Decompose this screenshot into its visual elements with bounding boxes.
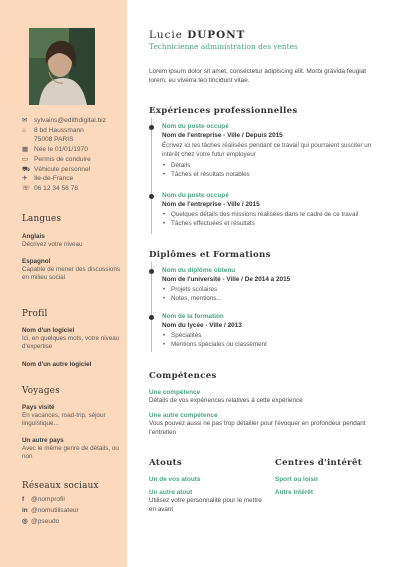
social-instagram[interactable]: ◎ @pseudo	[22, 518, 60, 525]
timeline-dot	[149, 194, 154, 199]
diplome-bullets: • Projets scolaires • Notes, mentions...	[162, 285, 384, 303]
car-icon: ⛟	[22, 165, 31, 173]
social-linkedin[interactable]: in @nomutilisateur	[22, 507, 79, 514]
atout-item: Un autre atout Utilisez votre personnalité pour le mettre en avant	[149, 489, 262, 513]
sidebar	[0, 0, 127, 567]
plane-icon: ✈	[22, 175, 28, 183]
diplome-item: Nom de la formation Nom du lycée - Ville / 2013 • Spécialités • Mentions spéciales ou classement	[162, 312, 384, 349]
voyage-item: Pays visité En vacances, road-trip, séjour linguistique...	[22, 404, 106, 428]
langue-item: Anglais Décrivez votre niveau	[22, 233, 83, 248]
phone-icon: ☏	[22, 184, 30, 192]
person-name: Lucie DUPONT	[149, 29, 246, 41]
contact-address: ⌂ 8 bd Haussmann 75008 PARIS	[22, 126, 84, 144]
diplome-bullets: • Spécialités • Mentions spéciales ou classement	[162, 331, 384, 349]
contact-vehicle: ⛟ Véhicule personnel	[22, 165, 91, 173]
social-list	[22, 494, 122, 527]
experience-bullets: • Quelques détails des missions réalisées dans le cadre de ce travail • Tâches effectuées et résultats	[162, 210, 384, 228]
profil-title: Profil	[22, 309, 48, 319]
instagram-icon: ◎	[22, 518, 28, 525]
job-title: Technicienne administration des ventes	[149, 42, 298, 51]
profil-item: Nom d'un logiciel Ici, en quelques mots, votre niveau d'expertise	[22, 327, 120, 351]
timeline-line	[151, 118, 152, 234]
id-card-icon: ▭	[22, 155, 29, 163]
linkedin-icon: in	[22, 507, 28, 514]
facebook-icon: f	[22, 496, 25, 503]
contact-info	[22, 116, 124, 194]
social-facebook[interactable]: f @nomprofil	[22, 496, 65, 503]
competence-item: Une autre compétence Vous pouvez aussi ne pas trop détailler pour l'évoquer en profondeur pendant l'entretien	[149, 412, 366, 436]
timeline-line	[151, 262, 152, 352]
interet-item: Autre intérêt	[275, 489, 313, 496]
contact-license: ▭ Permis de conduire	[22, 155, 91, 163]
interets-title: Centres d'intérêt	[275, 458, 363, 468]
contact-birth: ▦ Née le 01/01/1970	[22, 146, 88, 154]
profil-item: Nom d'un autre logiciel	[22, 361, 92, 368]
timeline-dot	[149, 125, 154, 130]
envelope-icon: ✉	[22, 117, 28, 124]
contact-region: ✈ Ile-de-France	[22, 175, 74, 183]
voyage-item: Un autre pays Avec le même genre de détails, ou non	[22, 437, 119, 461]
diplome-item: Nom du diplôme obtenu Nom de l'université - Ville / De 2014 à 2015 • Projets scolaires • Notes, mentions...	[162, 266, 384, 303]
intro-text: Lorem ipsum dolor sit amet, consectetur adipiscing elit. Morbi gravida feugiat lorem, eu viverra leo tincidunt vitae.	[149, 68, 367, 85]
timeline-dot	[149, 315, 154, 320]
experience-bullets: • Détails • Tâches et résultats notables	[162, 161, 384, 179]
diplomes-title: Diplômes et Formations	[149, 250, 271, 260]
langue-item: Espagnol Capable de mener des discussions en milieu social	[22, 258, 121, 282]
atouts-title: Atouts	[149, 458, 183, 468]
calendar-icon: ▦	[22, 146, 29, 154]
experiences-title: Expériences professionnelles	[149, 106, 298, 116]
langues-title: Langues	[22, 214, 62, 224]
competence-item: Une compétence Détails de vos expériences relatives à cette expérience	[149, 389, 303, 404]
experience-item: Nom du poste occupé Nom de l'entreprise - Ville / 2015 • Quelques détails des missions réalisées dans le cadre de ce travail • Tâches effectuées et résultats	[162, 191, 384, 228]
profile-photo	[29, 28, 95, 105]
social-title: Réseaux sociaux	[22, 481, 99, 491]
competences-title: Compétences	[149, 371, 217, 381]
timeline-dot	[149, 269, 154, 274]
voyages-title: Voyages	[22, 386, 60, 396]
atout-item: Un de vos atouts	[149, 476, 201, 483]
home-icon: ⌂	[22, 126, 26, 134]
interet-item: Sport ou loisir	[275, 476, 319, 483]
contact-email[interactable]: ✉ sylvains@edithdigital.biz	[22, 117, 106, 124]
contact-phone[interactable]: ☏ 06 12 34 56 78	[22, 184, 78, 192]
experience-item: Nom du poste occupé Nom de l'entreprise - Ville / Depuis 2015 Écrivez ici les tâches réalisées pendant ce travail qui pourraient susciter un intérêt chez votre futur employeur • Détails • Tâches et résultats notables	[162, 122, 384, 179]
